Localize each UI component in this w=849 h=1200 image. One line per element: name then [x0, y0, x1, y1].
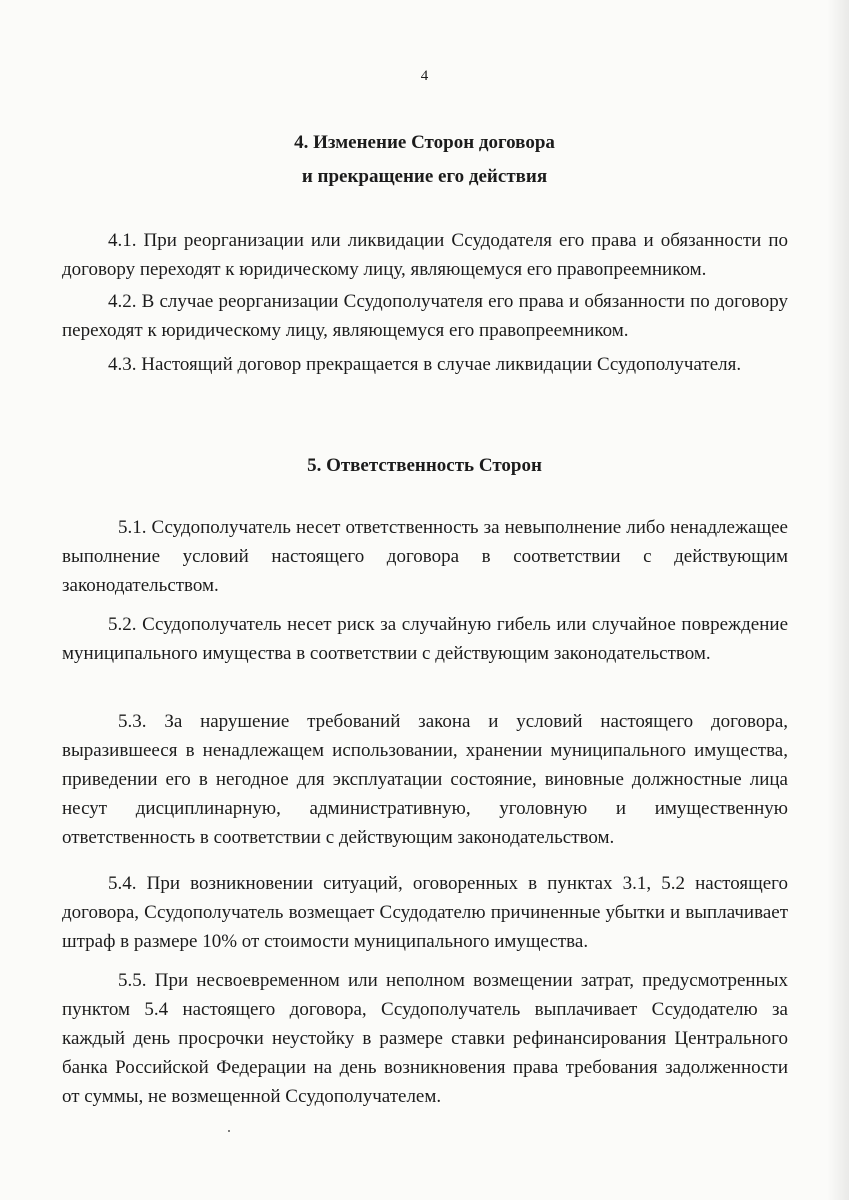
paragraph-4-3: 4.3. Настоящий договор прекращается в случае ликвидации Ссудополучателя.: [108, 354, 742, 375]
section-5-title: 5. Ответственность Сторон: [307, 455, 542, 476]
paragraph-5-1: 5.1. Ссудополучатель несет ответственность за невыполнение либо ненадлежащее выполнение условий настоящего договора в соответствии с действующим законодательством.: [62, 517, 788, 596]
section-4-title-line-2: и прекращение его действия: [301, 166, 548, 187]
section-4-title-line-1: 4. Изменение Сторон договора: [294, 132, 555, 153]
paragraph-4-2: 4.2. В случае реорганизации Ссудополучателя его права и обязанности по договору переходят к юридическому лицу, являющемуся его правопреемником.: [62, 291, 788, 341]
paragraph-5-3: 5.3. За нарушение требований закона и условий настоящего договора, выразившееся в ненадлежащем использовании, хранении муниципального имущества, приведении его в негодное для эксплуатации состояние, виновные должностные лица несут дисциплинарную, административную, уголовную и имущественную ответственность в соответствии с действующим законодательством.: [62, 711, 788, 848]
paragraph-5-5: 5.5. При несвоевременном или неполном возмещении затрат, предусмотренных пунктом 5.4 настоящего договора, Ссудополучатель выплачивает Ссудодателю за каждый день просрочки неустойку в размере ставки рефинансирования Центрального банка Российской Федерации на день возникновения права требования задолженности от суммы, не возмещенной Ссудополучателем.: [62, 970, 788, 1107]
paragraph-5-4: 5.4. При возникновении ситуаций, оговоренных в пунктах 3.1, 5.2 настоящего договора, Ссудополучатель возмещает Ссудодателю причиненные убытки и выплачивает штраф в размере 10% от стоимости муниципального имущества.: [62, 873, 788, 952]
scan-speck: [228, 1130, 230, 1132]
paragraph-4-1: 4.1. При реорганизации или ликвидации Ссудодателя его права и обязанности по договору переходят к юридическому лицу, являющемуся его правопреемником.: [62, 230, 788, 280]
page-number: 4: [420, 68, 429, 84]
paragraph-5-2: 5.2. Ссудополучатель несет риск за случайную гибель или случайное повреждение муниципального имущества в соответствии с действующим законодательством.: [62, 614, 788, 664]
